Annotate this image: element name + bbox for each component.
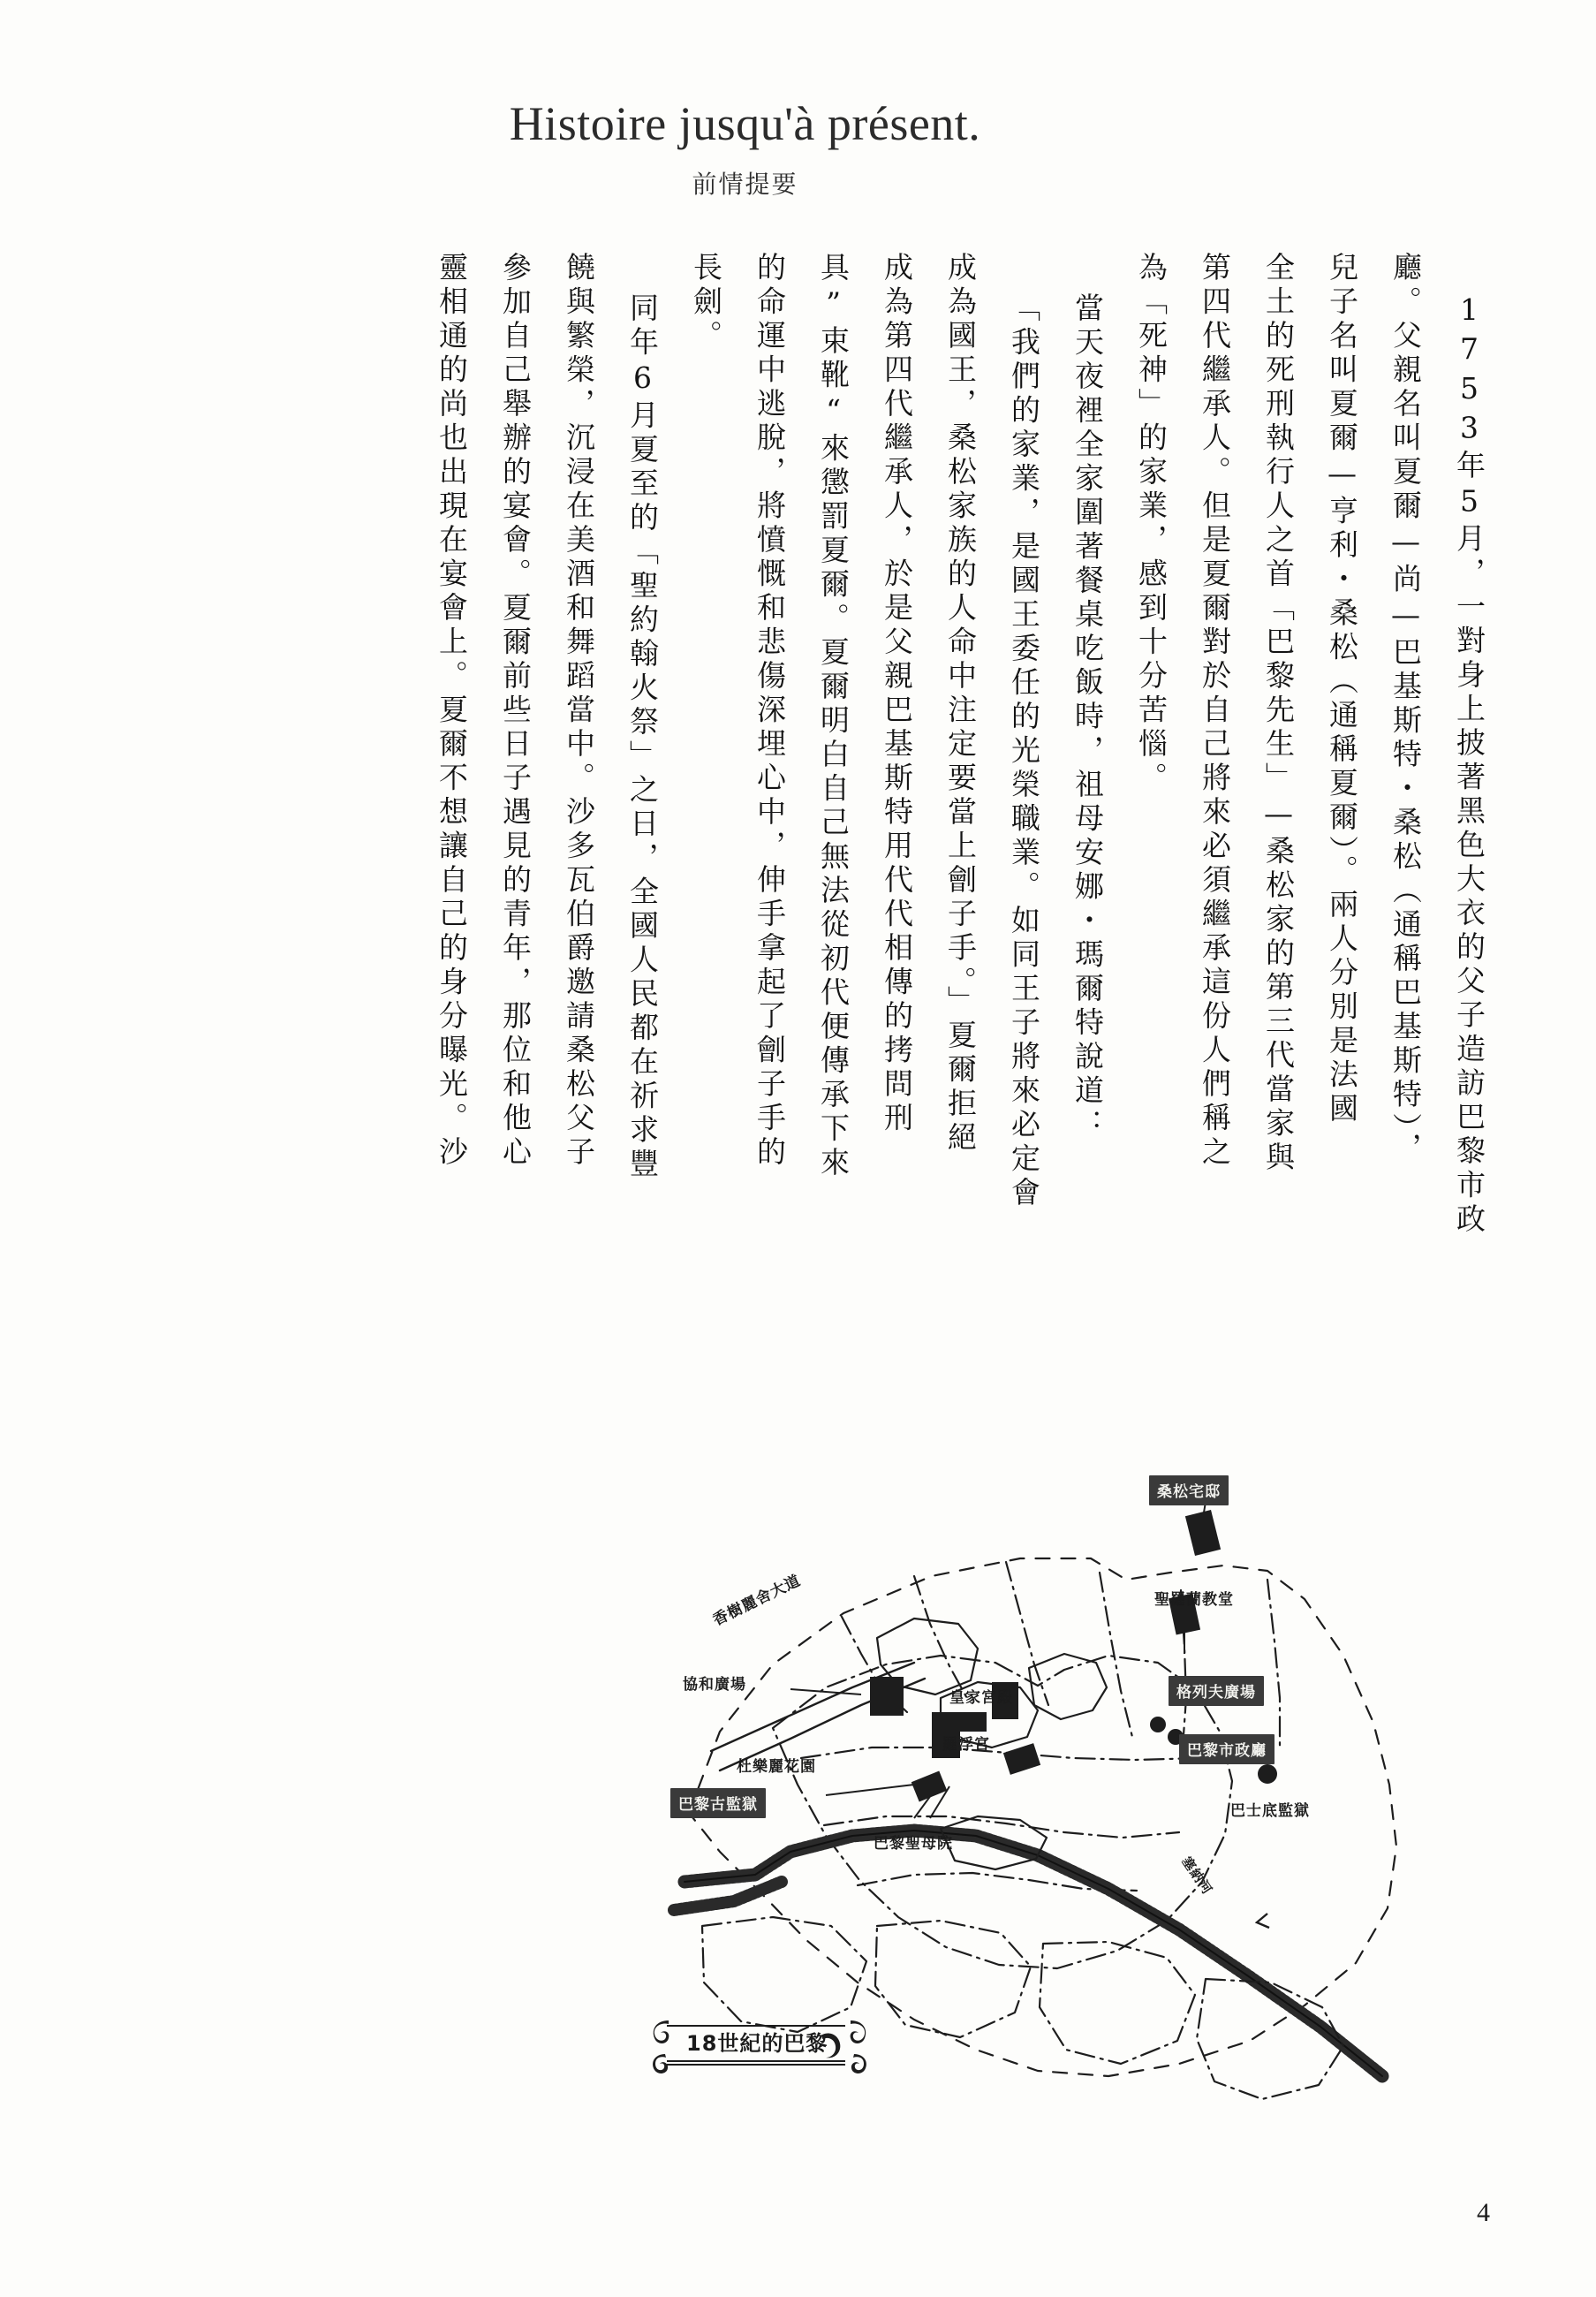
map-label-place-de-la-concorde: 協和廣場 — [683, 1676, 746, 1694]
map-title-cartouche — [649, 2019, 870, 2085]
text-column: 全土的死刑執行人之首「巴黎先生」—桑松家的第三代當家與 — [1261, 252, 1296, 1176]
text-column: 1753年5月，一對身上披著黑色大衣的父子造訪巴黎市政 — [1452, 292, 1486, 1238]
map-label-saint-laurent-church: 聖羅蘭教堂 — [1154, 1591, 1234, 1609]
map-label-champs-elysees-avenue: 香樹麗舍大道 — [710, 1572, 805, 1630]
text-column: 靈相通的尚也出現在宴會上。夏爾不想讓自己的身分曝光。沙 — [435, 252, 469, 1171]
text-column: 當天夜裡全家圍著餐桌吃飯時，祖母安娜・瑪爾特說道： — [1070, 292, 1105, 1143]
map-label-notre-dame-de-paris: 巴黎聖母院 — [874, 1835, 953, 1853]
map-label-bastille-prison: 巴士底監獄 — [1230, 1802, 1310, 1820]
page-number: 4 — [1477, 2198, 1490, 2227]
map-title-text: 18世紀的巴黎 — [686, 2031, 828, 2056]
map-label-royal-palace: 皇家宮殿 — [949, 1689, 1013, 1707]
page-header — [0, 99, 1596, 201]
page-title-french: Histoire jusqu'à présent. — [509, 97, 981, 150]
map-label-place-de-greve: 格列夫廣場 — [1169, 1676, 1264, 1706]
map-label-sanson-residence: 桑松宅邸 — [1149, 1475, 1229, 1505]
map-label-tuileries-garden: 杜樂麗花園 — [737, 1758, 816, 1776]
text-column: 同年6月夏至的「聖約翰火祭」之日，全國人民都在祈求豐 — [625, 292, 660, 1182]
text-column: 具”束靴“來懲罰夏爾。夏爾明白自己無法從初代便傳承下來 — [816, 252, 851, 1181]
text-column: 成為國王，桑松家族的人命中注定要當上劊子手。」夏爾拒絕 — [943, 252, 978, 1156]
text-column: 第四代繼承人。但是夏爾對於自己將來必須繼承這份人們稱之 — [1198, 252, 1232, 1171]
text-column: 長劍。 — [689, 252, 723, 354]
map-label-paris-hotel-de-ville: 巴黎市政廳 — [1179, 1734, 1275, 1764]
text-column: 成為第四代繼承人，於是父親巴基斯特用代代相傳的拷問刑 — [880, 252, 914, 1136]
map-label-louvre-palace: 羅浮宮 — [942, 1736, 990, 1754]
map-label-seine-river: 塞納河 — [1178, 1854, 1216, 1898]
text-column: 的命運中逃脫，將憤慨和悲傷深埋心中，伸手拿起了劊子手的 — [753, 252, 787, 1171]
vertical-text-body — [124, 252, 1484, 1241]
text-column: 廳。父親名叫夏爾—尚—巴基斯特・桑松（通稱巴基斯特）， — [1388, 252, 1423, 1166]
page-subtitle-chinese: 前情提要 — [692, 169, 798, 199]
text-column: 參加自己舉辦的宴會。夏爾前些日子遇見的青年，那位和他心 — [498, 252, 533, 1171]
text-column: 為「死神」的家業，感到十分苦惱。 — [1134, 252, 1169, 796]
map-leader-lines — [790, 1502, 1206, 1818]
map-label-conciergerie-prison: 巴黎古監獄 — [670, 1788, 766, 1818]
paris-map-illustration — [649, 1467, 1541, 2173]
text-column: 饒與繁榮，沉浸在美酒和舞蹈當中。沙多瓦伯爵邀請桑松父子 — [562, 252, 596, 1171]
text-column: 「我們的家業，是國王委任的光榮職業。如同王子將來必定會 — [1007, 292, 1041, 1211]
text-column: 兒子名叫夏爾—亨利・桑松（通稱夏爾）。兩人分別是法國 — [1325, 252, 1359, 1127]
